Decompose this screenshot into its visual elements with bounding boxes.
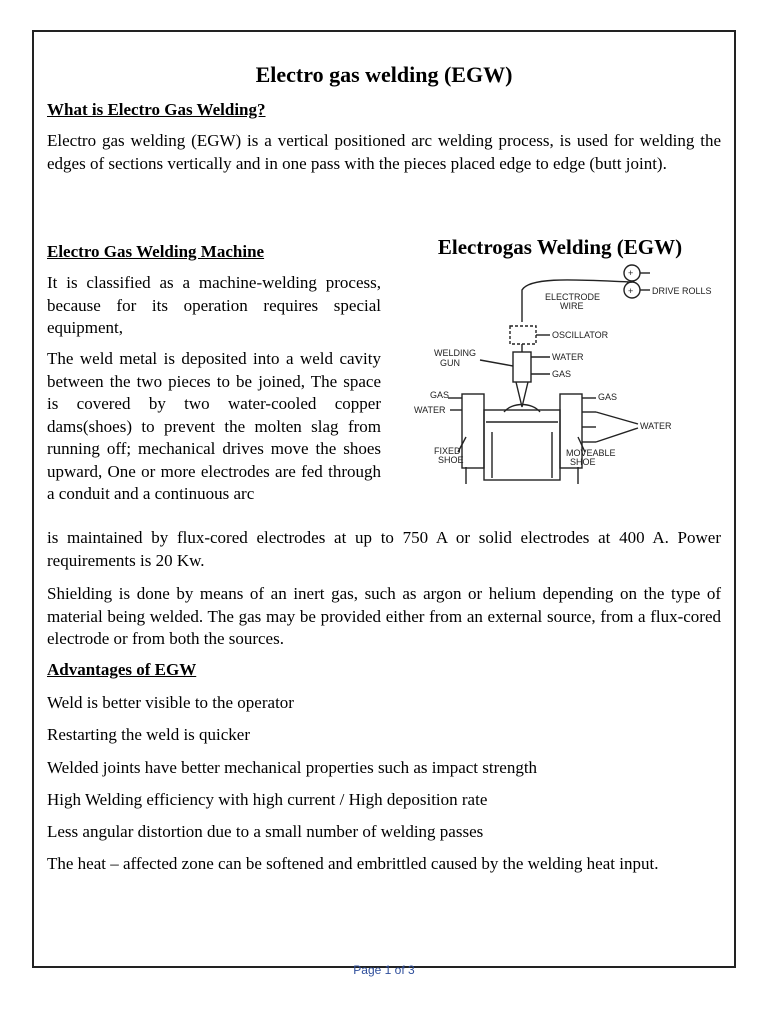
svg-text:+: +: [628, 268, 634, 278]
section-heading-what-is: What is Electro Gas Welding?: [47, 100, 266, 119]
label-moveable-shoe: SHOE: [570, 457, 596, 467]
section-heading-machine: Electro Gas Welding Machine: [47, 242, 265, 261]
welding-gun: [513, 352, 531, 382]
label-water-right: WATER: [640, 421, 672, 431]
label-gas-top: GAS: [552, 369, 572, 379]
machine-paragraph-1: It is classified as a machine-welding process, because for its operation requires special equipment,: [47, 273, 381, 337]
label-gas-right: GAS: [598, 392, 618, 402]
label-water-left: WATER: [414, 405, 446, 415]
label-welding: WELDING: [434, 348, 477, 358]
label-water-top: WATER: [552, 352, 584, 362]
label-oscillator: OSCILLATOR: [552, 330, 609, 340]
shielding-paragraph: Shielding is done by means of an inert gas, such as argon or helium depending on the type of material being welded. The gas may be provided either from an external source, from a flux-cored electrode or from both the sources.: [47, 584, 721, 648]
workpiece: [484, 410, 560, 480]
label-fixed: FIXED: [434, 446, 461, 456]
advantage-item: Weld is better visible to the operator: [47, 693, 294, 712]
machine-paragraph-2-continued: is maintained by flux-cored electrodes at up to 750 A or solid electrodes at 400 A. Power requirements is 20 Kw.: [47, 528, 721, 570]
advantage-item: Less angular distortion due to a small number of welding passes: [47, 822, 484, 841]
page-number: [34, 963, 734, 977]
label-drive-rolls: DRIVE ROLLS: [652, 286, 712, 296]
egw-diagram: [400, 262, 722, 502]
advantage-item: The heat – affected zone can be softened and embrittled caused by the welding heat input.: [47, 854, 659, 873]
advantage-item: Restarting the weld is quicker: [47, 725, 251, 744]
fixed-shoe: [462, 394, 484, 468]
label-gas-left: GAS: [430, 390, 450, 400]
label-moveable: MOVEABLE: [566, 448, 616, 458]
page-number-label: Page 1 of 3: [353, 963, 415, 977]
label-fixed-shoe: SHOE: [438, 455, 464, 465]
label-wire: WIRE: [560, 301, 584, 311]
label-gun: GUN: [440, 358, 460, 368]
gun-tip: [516, 382, 528, 407]
what-is-paragraph: Electro gas welding (EGW) is a vertical positioned arc welding process, is used for welding the edges of sections vertically and in one pass with the pieces placed edge to edge (butt joint).: [47, 131, 721, 173]
svg-text:+: +: [628, 286, 634, 296]
page-title: Electro gas welding (EGW): [255, 62, 513, 87]
advantage-item: Welded joints have better mechanical properties such as impact strength: [47, 758, 538, 777]
advantage-item: High Welding efficiency with high current / High deposition rate: [47, 790, 488, 809]
label-electrode: ELECTRODE: [545, 292, 601, 302]
section-heading-advantages: Advantages of EGW: [47, 660, 197, 679]
oscillator-box: [510, 326, 536, 344]
machine-paragraph-2: The weld metal is deposited into a weld cavity between the two pieces to be joined, The space is covered by two water-cooled copper dams(shoes) to prevent the molten slag from running off; mechanical drives move the shoes upward, One or more electrodes are fed through a conduit and a continuous arc: [47, 349, 381, 503]
diagram-title: Electrogas Welding (EGW): [437, 235, 683, 259]
